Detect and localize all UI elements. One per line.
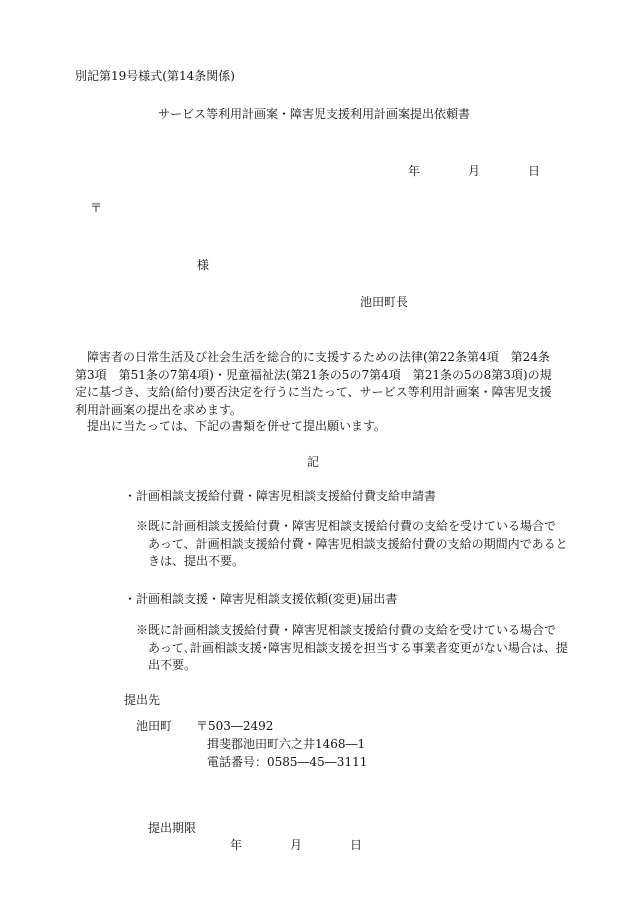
submission-postal: 〒503―2492 bbox=[196, 719, 274, 733]
item-note: ※既に計画相談支援給付費・障害児相談支援給付費の支給を受けている場合であって､計画相談支援･障害児相談支援を担当する事業者変更がない場合は、提出不要。 bbox=[136, 623, 568, 672]
form-number: 別記第19号様式(第14条関係) bbox=[75, 69, 235, 83]
item-title: ・計画相談支援・障害児相談支援依頼(変更)届出書 bbox=[124, 592, 398, 606]
submission-office: 池田町 bbox=[136, 719, 173, 733]
submission-address: 揖斐郡池田町六之井1468―1 bbox=[207, 737, 366, 751]
submission-phone: 電話番号：0585―45―3111 bbox=[207, 755, 368, 769]
request-paragraph: 障害者の日常生活及び社会生活を総合的に支援するための法律(第22条第4項 第24条第3項 第51条の7第4項)・児童福祉法(第21条の5の7第4項 第21条の5の8第3項)の規定に基づき、支給(給付)要否決定を行うに当たって、サービス等利用計画案・障害児支援利用計画案の提出を求めます。 bbox=[75, 350, 552, 417]
item-note: ※既に計画相談支援給付費・障害児相談支援給付費の支給を受けている場合であって、計画相談支援給付費・障害児相談支援給付費の支給の期間内であるときは、提出不要。 bbox=[136, 519, 568, 568]
submission-label: 提出先 bbox=[124, 693, 161, 707]
document-title: サービス等利用計画案・障害児支援利用計画案提出依頼書 bbox=[158, 107, 471, 121]
ki-heading: 記 bbox=[307, 455, 320, 469]
issue-date-month: 月 bbox=[468, 164, 481, 178]
postal-mark: 〒 bbox=[90, 201, 103, 215]
deadline-month: 月 bbox=[290, 838, 303, 852]
deadline-year: 年 bbox=[230, 838, 243, 852]
issue-date-day: 日 bbox=[528, 164, 541, 178]
addressee-suffix: 様 bbox=[197, 258, 210, 272]
deadline-label: 提出期限 bbox=[148, 821, 197, 835]
sender-name: 池田町長 bbox=[360, 295, 409, 309]
item-title: ・計画相談支援給付費・障害児相談支援給付費支給申請書 bbox=[124, 489, 437, 503]
issue-date-year: 年 bbox=[408, 164, 421, 178]
deadline-day: 日 bbox=[350, 838, 363, 852]
instruction-paragraph: 提出に当たっては、下記の書類を併せて提出願います。 bbox=[87, 419, 387, 433]
